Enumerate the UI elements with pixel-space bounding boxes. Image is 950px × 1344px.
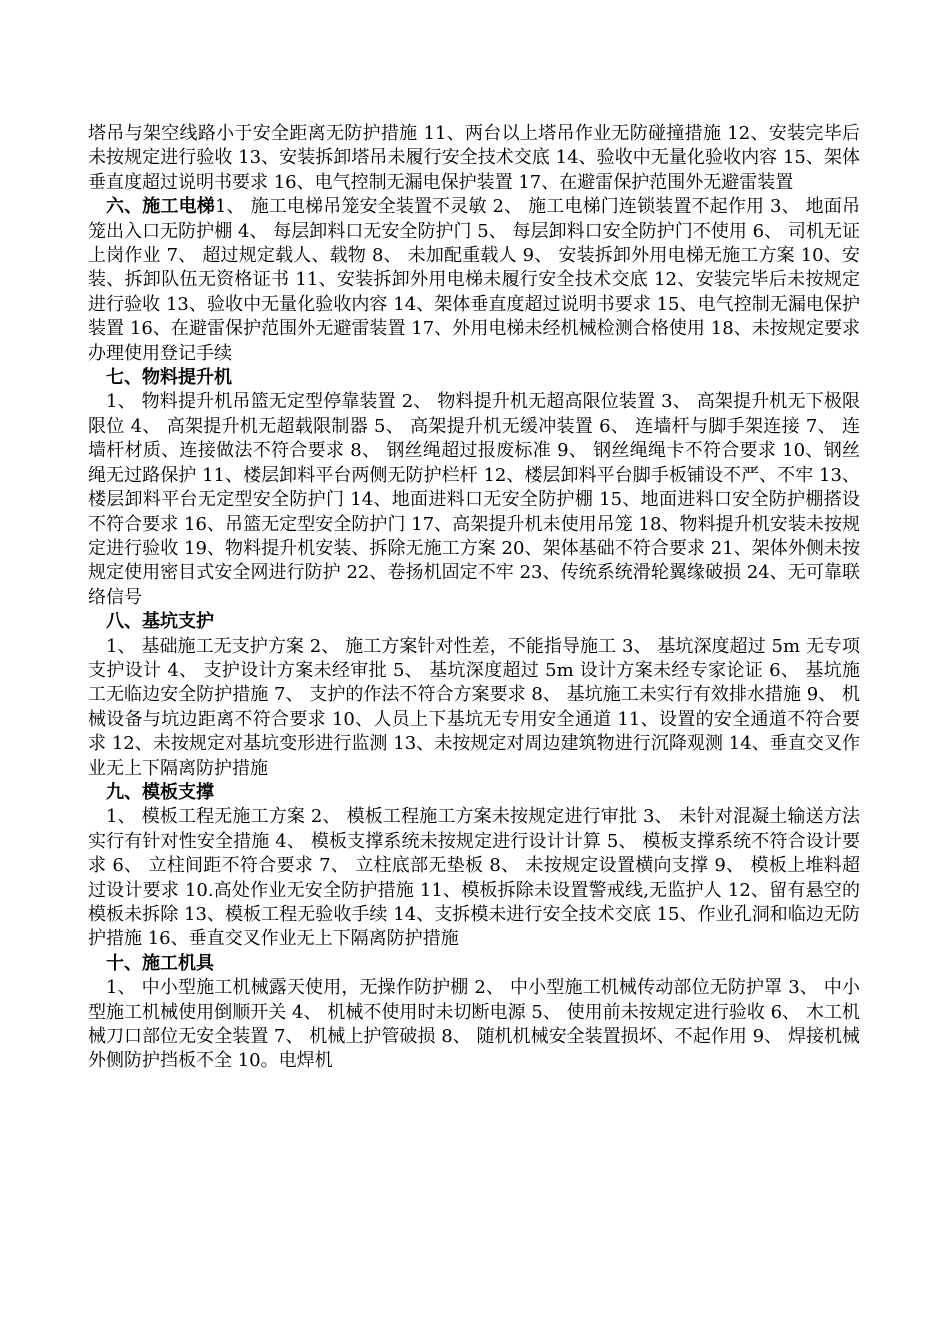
section-elevator bbox=[88, 195, 860, 366]
section-heading-machinery: 十、施工机具 bbox=[106, 952, 214, 974]
section-heading-formwork: 九、模板支撑 bbox=[106, 781, 214, 803]
section-heading-pit-support: 八、基坑支护 bbox=[106, 611, 214, 633]
section-body-hoist: 1、 物料提升机吊篮无定型停靠装置 2、 物料提升机无超高限位装置 3、 高架提升机无下极限限位 4、 高架提升机无超载限制器 5、 高架提升机无缓冲装置 6、 连墙杆与脚手架连接 7、 连墙杆材质、连接做法不符合要求 8、 钢丝绳超过报废标准 9、 钢丝绳绳卡不符合要求 10、钢丝绳无过路保护 11、楼层卸料平台两侧无防护栏杆 12、楼层卸料平台脚手板铺设不严、不牢 13、楼层卸料平台无定型安全防护门 14、地面进料口无安全防护棚 15、地面进料口安全防护棚搭设不符合要求 16、吊篮无定型安全防护门 17、高架提升机未使用吊笼 18、物料提升机安装未按规定进行验收 19、物料提升机安装、拆除无施工方案 20、架体基础不符合要求 21、架体外侧未按规定使用密目式安全网进行防护 22、卷扬机固定不牢 23、传统系统滑轮翼缘破损 24、无可靠联络信号 bbox=[88, 391, 860, 608]
section-body-formwork: 1、 模板工程无施工方案 2、 模板工程施工方案未按规定进行审批 3、 未针对混凝土输送方法实行有针对性安全措施 4、 模板支撑系统未按规定进行设计计算 5、 模板支撑系统不符合设计要求 6、 立柱间距不符合要求 7、 立柱底部无垫板 8、 未按规定设置横向支撑 9、 模板上堆料超过设计要求 10.高处作业无安全防护措施 11、模板拆除未设置警戒线,无监护人 12、留有悬空的模板未拆除 13、模板工程无验收手续 14、支拆模未进行安全技术交底 15、作业孔洞和临边无防护措施 16、垂直交叉作业无上下隔离防护措施 bbox=[88, 806, 860, 950]
section-body-machinery: 1、 中小型施工机械露天使用，无操作防护棚 2、 中小型施工机械传动部位无防护罩 3、 中小型施工机械使用倒顺开关 4、 机械不使用时未切断电源 5、 使用前未按规定进行验收 6、 木工机械刀口部位无安全装置 7、 机械上护管破损 8、 随机机械安全装置损坏、不起作用 9、 焊接机械外侧防护挡板不全 10。电焊机 bbox=[88, 977, 860, 1072]
section-body-elevator: 1、 施工电梯吊笼安全装置不灵敏 2、 施工电梯门连锁装置不起作用 3、 地面吊笼出入口无防护棚 4、 每层卸料口无安全防护门 5、 每层卸料口安全防护门不使用 6、 司机无证上岗作业 7、 超过规定载人、载物 8、 未加配重载人 9、 安装拆卸外用电梯无施工方案 10、安装、拆卸队伍无资格证书 11、安装拆卸外用电梯未履行安全技术交底 12、安装完毕后未按规定进行验收 13、验收中无量化验收内容 14、架体垂直度超过说明书要求 15、电气控制无漏电保护装置 16、在避雷保护范围外无避雷装置 17、外用电梯未经机械检测合格使用 18、未按规定要求办理使用登记手续 bbox=[88, 196, 860, 364]
section-body-pit-support: 1、 基础施工无支护方案 2、 施工方案针对性差，不能指导施工 3、 基坑深度超过 5m 无专项支护设计 4、 支护设计方案未经审批 5、 基坑深度超过 5m 设计方案未经专家论证 6、 基坑施工无临边安全防护措施 7、 支护的作法不符合方案要求 8、 基坑施工未实行有效排水措施 9、 机械设备与坑边距离不符合要求 10、人员上下基坑无专用安全通道 11、设置的安全通道不符合要求 12、未按规定对基坑变形进行监测 13、未按规定对周边建筑物进行沉降观测 14、垂直交叉作业无上下隔离防护措施 bbox=[88, 635, 860, 779]
section-heading-elevator: 六、施工电梯 bbox=[106, 196, 215, 218]
document-page bbox=[88, 122, 860, 1074]
section-heading-hoist: 七、物料提升机 bbox=[106, 367, 232, 389]
intro-paragraph: 塔吊与架空线路小于安全距离无防护措施 11、两台以上塔吊作业无防碰撞措施 12、安装完毕后未按规定进行验收 13、安装拆卸塔吊未履行安全技术交底 14、验收中无量化验收内容 15、架体垂直度超过说明书要求 16、电气控制无漏电保护装置 17、在避雷保护范围外无避雷装置 bbox=[88, 123, 860, 193]
